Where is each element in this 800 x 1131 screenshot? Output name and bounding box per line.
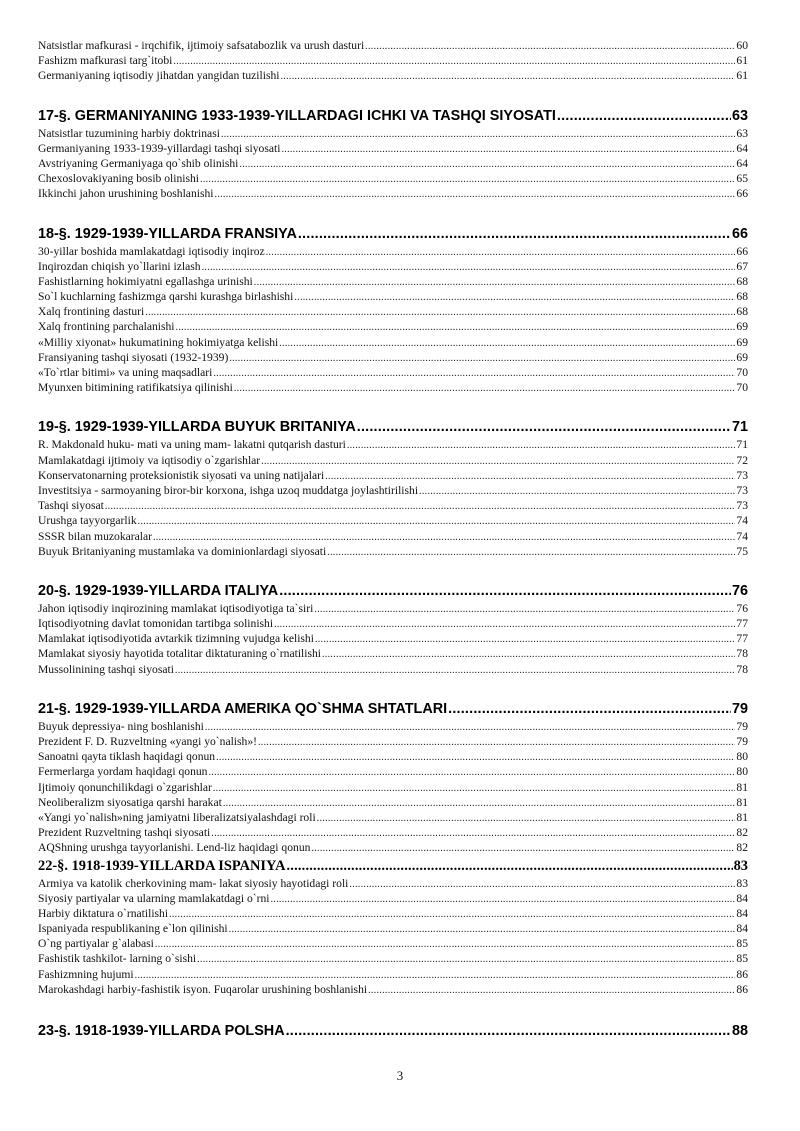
toc-entry-title: Prezident F. D. Ruzveltning «yangi yo`nalish»!	[38, 735, 257, 748]
toc-entry-page: 68	[736, 290, 748, 304]
toc-entry-title: Ispaniyada respublikaning e`lon qilinishi	[38, 922, 228, 936]
toc-entry-page: 85	[736, 952, 748, 966]
dot-leader	[557, 106, 731, 126]
toc-entry[interactable]	[38, 53, 748, 68]
section-heading-title: 17-§. GERMANIYANING 1933-1939-YILLARDAGI ICHKI VA TASHQI SIYOSATI	[38, 107, 556, 124]
dot-leader	[294, 290, 735, 305]
section-heading[interactable]	[38, 224, 748, 244]
toc-entry-page: 76	[736, 601, 748, 615]
dot-leader	[215, 187, 736, 202]
toc-entry[interactable]	[38, 951, 748, 966]
toc-entry[interactable]	[38, 734, 748, 749]
toc-entry-page: 74	[736, 529, 748, 543]
toc-entry-title: Ijtimoiy qonunchilikdagi o`zgarishlar	[38, 780, 212, 794]
toc-entry[interactable]	[38, 749, 748, 764]
toc-entry[interactable]	[38, 764, 748, 779]
section-heading-page: 76	[731, 582, 748, 599]
toc-entry[interactable]	[38, 529, 748, 544]
toc-entry-page: 84	[736, 906, 748, 920]
toc-entry[interactable]	[38, 171, 748, 186]
toc-entry-page: 75	[736, 544, 748, 558]
dot-leader	[368, 983, 735, 998]
toc-entry-title: Siyosiy partiyalar va ularning mamlakatdagi o`rni	[38, 891, 270, 905]
toc-entry[interactable]	[38, 335, 748, 350]
toc-entry-title: Mamlakatdagi ijtimoiy va iqtisodiy o`zgarishlar	[38, 453, 261, 467]
dot-leader	[286, 1021, 731, 1041]
toc-entry-title: Marokashdagi harbiy-fashistik isyon. Fuqarolar urushining boshlanishi	[38, 982, 368, 996]
toc-entry-page: 61	[736, 54, 748, 68]
section-heading-title: 22-§. 1918-1939-YILLARDA ISPANIYA	[38, 857, 286, 874]
toc-entry[interactable]	[38, 156, 748, 171]
dot-leader	[419, 484, 735, 499]
toc-entry-page: 69	[736, 350, 748, 364]
dot-leader	[208, 765, 735, 780]
toc-entry[interactable]	[38, 646, 748, 661]
dot-leader	[281, 142, 735, 157]
toc-entry[interactable]	[38, 825, 748, 840]
dot-leader	[200, 172, 735, 187]
dot-leader	[229, 922, 736, 937]
toc-entry-page: 60	[736, 39, 748, 52]
toc-entry-title: Buyuk Britaniyaning mustamlaka va dominionlardagi siyosati	[38, 544, 327, 558]
toc-entry-page: 82	[736, 841, 748, 855]
dot-leader	[325, 469, 735, 484]
toc-entry-title: Sanoatni qayta tiklash haqidagi qonun	[38, 750, 216, 764]
toc-section-21	[38, 699, 748, 856]
toc-entry-page: 68	[736, 274, 748, 288]
dot-leader	[221, 127, 735, 142]
toc-entry[interactable]	[38, 544, 748, 559]
toc-entry[interactable]	[38, 365, 748, 380]
toc-entry[interactable]	[38, 319, 748, 334]
toc-entry-page: 66	[736, 187, 748, 201]
toc-entry[interactable]	[38, 453, 748, 468]
toc-entry-title: Myunxen bitimining ratifikatsiya qilinishi	[38, 381, 233, 395]
dot-leader	[317, 811, 736, 826]
toc-entry[interactable]	[38, 126, 748, 141]
toc-entry-page: 74	[736, 514, 748, 528]
toc-entry[interactable]	[38, 350, 748, 365]
toc-entry-title: Germaniyaning 1933-1939-yillardagi tashqi siyosati	[38, 141, 281, 155]
section-heading-title: 18-§. 1929-1939-YILLARDA FRANSIYA	[38, 225, 297, 242]
toc-entry-title: Jahon iqtisodiy inqirozining mamlakat iqtisodiyotiga ta`siri	[38, 601, 314, 615]
dot-leader	[311, 841, 735, 856]
toc-entry-title: Urushga tayyorgarlik	[38, 514, 137, 528]
toc-section-22	[38, 856, 748, 998]
toc-entry[interactable]	[38, 513, 748, 528]
dot-leader	[202, 260, 736, 275]
dot-leader	[347, 438, 736, 453]
dot-leader	[279, 581, 731, 601]
toc-entry-page: 61	[736, 69, 748, 83]
toc-entry-page: 77	[736, 617, 748, 631]
dot-leader	[105, 499, 736, 514]
toc-entry[interactable]	[38, 662, 748, 677]
toc-entry-page: 79	[736, 735, 748, 748]
toc-entry-page: 79	[736, 719, 748, 733]
section-heading-title: 23-§. 1918-1939-YILLARDA POLSHA	[38, 1023, 285, 1039]
toc-entry-page: 64	[736, 156, 748, 170]
dot-leader	[216, 750, 735, 765]
toc-entry-page: 85	[736, 937, 748, 951]
toc-entry-page: 73	[736, 499, 748, 513]
toc-entry-page: 84	[736, 891, 748, 905]
toc-entry-page: 86	[736, 967, 748, 981]
section-heading-title: 21-§. 1929-1939-YILLARDA AMERIKA QO`SHMA SHTATLARI	[38, 700, 448, 717]
toc-entry[interactable]	[38, 437, 748, 452]
toc-entry-page: 70	[736, 381, 748, 395]
toc-entry[interactable]	[38, 840, 748, 855]
toc-entry-page: 80	[736, 765, 748, 779]
toc-entry-page: 69	[736, 335, 748, 349]
toc-entry-title: Avstriyaning Germaniyaga qo`shib olinishi	[38, 156, 239, 170]
toc-entry-page: 64	[736, 141, 748, 155]
dot-leader	[197, 952, 735, 967]
toc-entry[interactable]	[38, 906, 748, 921]
toc-entry-title: Mamlakat iqtisodiyotida avtarkik tizimning vujudga kelishi	[38, 632, 314, 646]
toc-entry-page: 65	[736, 172, 748, 186]
section-heading-page: 71	[731, 419, 748, 436]
dot-leader	[357, 417, 731, 437]
toc-entry-page: 63	[736, 126, 748, 140]
dot-leader	[327, 545, 735, 560]
toc-entry-title: Xalq frontining parchalanishi	[38, 320, 175, 334]
toc-entry[interactable]	[38, 380, 748, 395]
toc-entry[interactable]	[38, 876, 748, 891]
toc-entry-page: 70	[736, 366, 748, 379]
toc-entry-title: «To`rtlar bitimi» va uning maqsadlari	[38, 366, 213, 379]
toc-entry-title: Inqirozdan chiqish yo`llarini izlash	[38, 259, 201, 273]
toc-entry[interactable]	[38, 810, 748, 825]
section-heading-page: 66	[731, 225, 748, 242]
toc-entry-title: Fashizm mafkurasi targ`itobi	[38, 54, 173, 68]
dot-leader	[155, 937, 736, 952]
toc-entry-title: Chexoslovakiyaning bosib olinishi	[38, 172, 200, 186]
toc-entry[interactable]	[38, 982, 748, 997]
toc-entry-page: 66	[736, 244, 748, 258]
section-heading-page: 88	[731, 1023, 748, 1039]
toc-entry-title: Germaniyaning iqtisodiy jihatdan yangidan tuzilishi	[38, 69, 280, 83]
section-heading-page: 63	[731, 107, 748, 124]
section-heading-title: 19-§. 1929-1939-YILLARDA BUYUK BRITANIYA	[38, 419, 356, 436]
dot-leader	[239, 157, 735, 172]
toc-entry-title: Fashistlarning hokimiyatni egallashga urinishi	[38, 274, 253, 288]
toc-intro	[38, 38, 748, 84]
toc-entry-title: 30-yillar boshida mamlakatdagi iqtisodiy inqiroz	[38, 244, 265, 258]
toc-entry-title: R. Makdonald huku- mati va uning mam- lakatni qutqarish dasturi	[38, 438, 346, 452]
dot-leader	[223, 796, 736, 811]
dot-leader	[173, 54, 735, 69]
toc-entry[interactable]	[38, 795, 748, 810]
toc-entry-page: 80	[736, 750, 748, 764]
toc-entry-page: 84	[736, 922, 748, 936]
toc-entry-title: Investitsiya - sarmoyaning biror-bir korxona, ishga uzoq muddatga joylashtirilishi	[38, 483, 419, 497]
section-heading-title: 20-§. 1929-1939-YILLARDA ITALIYA	[38, 582, 279, 599]
dot-leader	[138, 514, 736, 529]
toc-entry[interactable]	[38, 244, 748, 259]
toc-entry-title: Harbiy diktatura o`rnatilishi	[38, 906, 169, 920]
dot-leader	[211, 826, 735, 841]
toc-entry-title: O`ng partiyalar g`alabasi	[38, 937, 154, 951]
toc-entry[interactable]	[38, 936, 748, 951]
dot-leader	[205, 720, 736, 735]
section-heading[interactable]	[38, 699, 748, 719]
toc-entry[interactable]	[38, 186, 748, 201]
toc-entry[interactable]	[38, 304, 748, 319]
dot-leader	[254, 275, 736, 290]
section-heading[interactable]	[38, 856, 748, 876]
section-heading[interactable]	[38, 581, 748, 601]
toc-entry[interactable]	[38, 631, 748, 646]
section-heading[interactable]	[38, 106, 748, 126]
toc-entry-page: 67	[736, 259, 748, 273]
toc-entry[interactable]	[38, 601, 748, 616]
dot-leader	[281, 69, 736, 84]
toc-entry-page: 86	[736, 982, 748, 996]
toc-section-17	[38, 106, 748, 202]
dot-leader	[145, 305, 735, 320]
toc-entry[interactable]	[38, 967, 748, 982]
toc-entry-title: Iqtisodiyotning davlat tomonidan tartibga solinishi	[38, 617, 274, 631]
toc-entry[interactable]	[38, 38, 748, 53]
dot-leader	[135, 968, 736, 983]
dot-leader	[229, 351, 735, 366]
dot-leader	[315, 632, 735, 647]
toc-entry-title: Fashizmning hujumi	[38, 967, 134, 981]
toc-section-18	[38, 224, 748, 396]
toc-entry-page: 81	[736, 780, 748, 794]
dot-leader	[349, 877, 735, 892]
toc-entry-page: 71	[736, 438, 748, 452]
toc-entry-page: 68	[736, 305, 748, 319]
toc-entry[interactable]	[38, 719, 748, 734]
toc-entry-page: 78	[736, 662, 748, 676]
section-heading[interactable]	[38, 417, 748, 437]
toc-entry-page: 82	[736, 826, 748, 840]
toc-entry-page: 69	[736, 320, 748, 334]
toc-entry[interactable]	[38, 921, 748, 936]
toc-entry[interactable]	[38, 498, 748, 513]
toc-entry-page: 72	[736, 453, 748, 467]
toc-entry-title: Fransiyaning tashqi siyosati (1932-1939)	[38, 350, 229, 364]
dot-leader	[274, 617, 735, 632]
toc-section-19	[38, 417, 748, 559]
toc-entry[interactable]	[38, 68, 748, 83]
table-of-contents	[38, 38, 748, 1041]
dot-leader	[169, 907, 735, 922]
dot-leader	[258, 735, 735, 750]
dot-leader	[153, 530, 735, 545]
toc-entry-title: Xalq frontining dasturi	[38, 305, 145, 319]
toc-entry-title: Tashqi siyosat	[38, 499, 104, 513]
toc-entry-page: 81	[736, 795, 748, 809]
dot-leader	[175, 663, 735, 678]
dot-leader	[213, 781, 736, 796]
dot-leader	[213, 366, 735, 381]
toc-entry[interactable]	[38, 891, 748, 906]
toc-entry-title: SSSR bilan muzokaralar	[38, 529, 152, 543]
toc-entry-title: Natsistlar mafkurasi - irqchifik, ijtimoiy safsatabozlik va urush dasturi	[38, 39, 365, 52]
toc-entry-title: Fermerlarga yordam haqidagi qonun	[38, 765, 208, 779]
toc-entry-page: 83	[736, 876, 748, 890]
toc-entry-title: Mamlakat siyosiy hayotida totalitar diktaturaning o`rnatilishi	[38, 647, 322, 661]
toc-entry-title: Mussolinining tashqi siyosati	[38, 662, 174, 676]
toc-entry[interactable]	[38, 780, 748, 795]
toc-entry-title: Natsistlar tuzumining harbiy doktrinasi	[38, 126, 220, 140]
section-heading-page: 83	[733, 857, 748, 874]
dot-leader	[261, 454, 735, 469]
dot-leader	[266, 245, 736, 260]
toc-entry-title: Buyuk depressiya- ning boshlanishi	[38, 719, 204, 733]
toc-section-20	[38, 581, 748, 677]
section-heading-page: 79	[731, 700, 748, 717]
toc-entry-title: Konservatonarning proteksionistik siyosati va uning natijalari	[38, 468, 325, 482]
dot-leader	[314, 602, 735, 617]
toc-entry-title: So`l kuchlarning fashizmga qarshi kurashga birlashishi	[38, 290, 294, 304]
toc-entry-title: Ikkinchi jahon urushining boshlanishi	[38, 187, 214, 201]
toc-entry[interactable]	[38, 483, 748, 498]
dot-leader	[448, 699, 731, 719]
toc-entry-title: Prezident Ruzveltning tashqi siyosati	[38, 826, 211, 840]
dot-leader	[176, 320, 736, 335]
dot-leader	[298, 224, 731, 244]
dot-leader	[234, 381, 736, 396]
toc-entry-page: 73	[736, 468, 748, 482]
toc-entry[interactable]	[38, 616, 748, 631]
toc-entry-page: 77	[736, 632, 748, 646]
toc-entry-title: Neoliberalizm siyosatiga qarshi harakat	[38, 795, 222, 809]
dot-leader	[279, 336, 735, 351]
toc-entry[interactable]	[38, 141, 748, 156]
toc-entry[interactable]	[38, 259, 748, 274]
toc-entry-page: 81	[736, 810, 748, 824]
toc-entry-page: 78	[736, 647, 748, 661]
toc-entry[interactable]	[38, 274, 748, 289]
toc-entry[interactable]	[38, 468, 748, 483]
page-number: 3	[396, 1068, 404, 1083]
dot-leader	[271, 892, 736, 907]
dot-leader	[322, 647, 735, 662]
toc-entry-title: AQShning urushga tayyorlanishi. Lend-liz haqidagi qonun	[38, 841, 311, 855]
toc-entry-title: Fashistik tashkilot- larning o`sishi	[38, 952, 197, 966]
toc-entry-page: 73	[736, 483, 748, 497]
section-heading[interactable]	[38, 1021, 748, 1041]
toc-entry-title: «Yangi yo`nalish»ning jamiyatni liberalizatsiyalashdagi roli	[38, 810, 316, 824]
toc-entry-title: Armiya va katolik cherkovining mam- lakat siyosiy hayotidagi roli	[38, 876, 349, 890]
toc-entry[interactable]	[38, 289, 748, 304]
dot-leader	[286, 856, 732, 876]
dot-leader	[365, 39, 735, 54]
toc-entry-title: «Milliy xiyonat» hukumatining hokimiyatga kelishi	[38, 335, 279, 349]
toc-section-23	[38, 1021, 748, 1041]
